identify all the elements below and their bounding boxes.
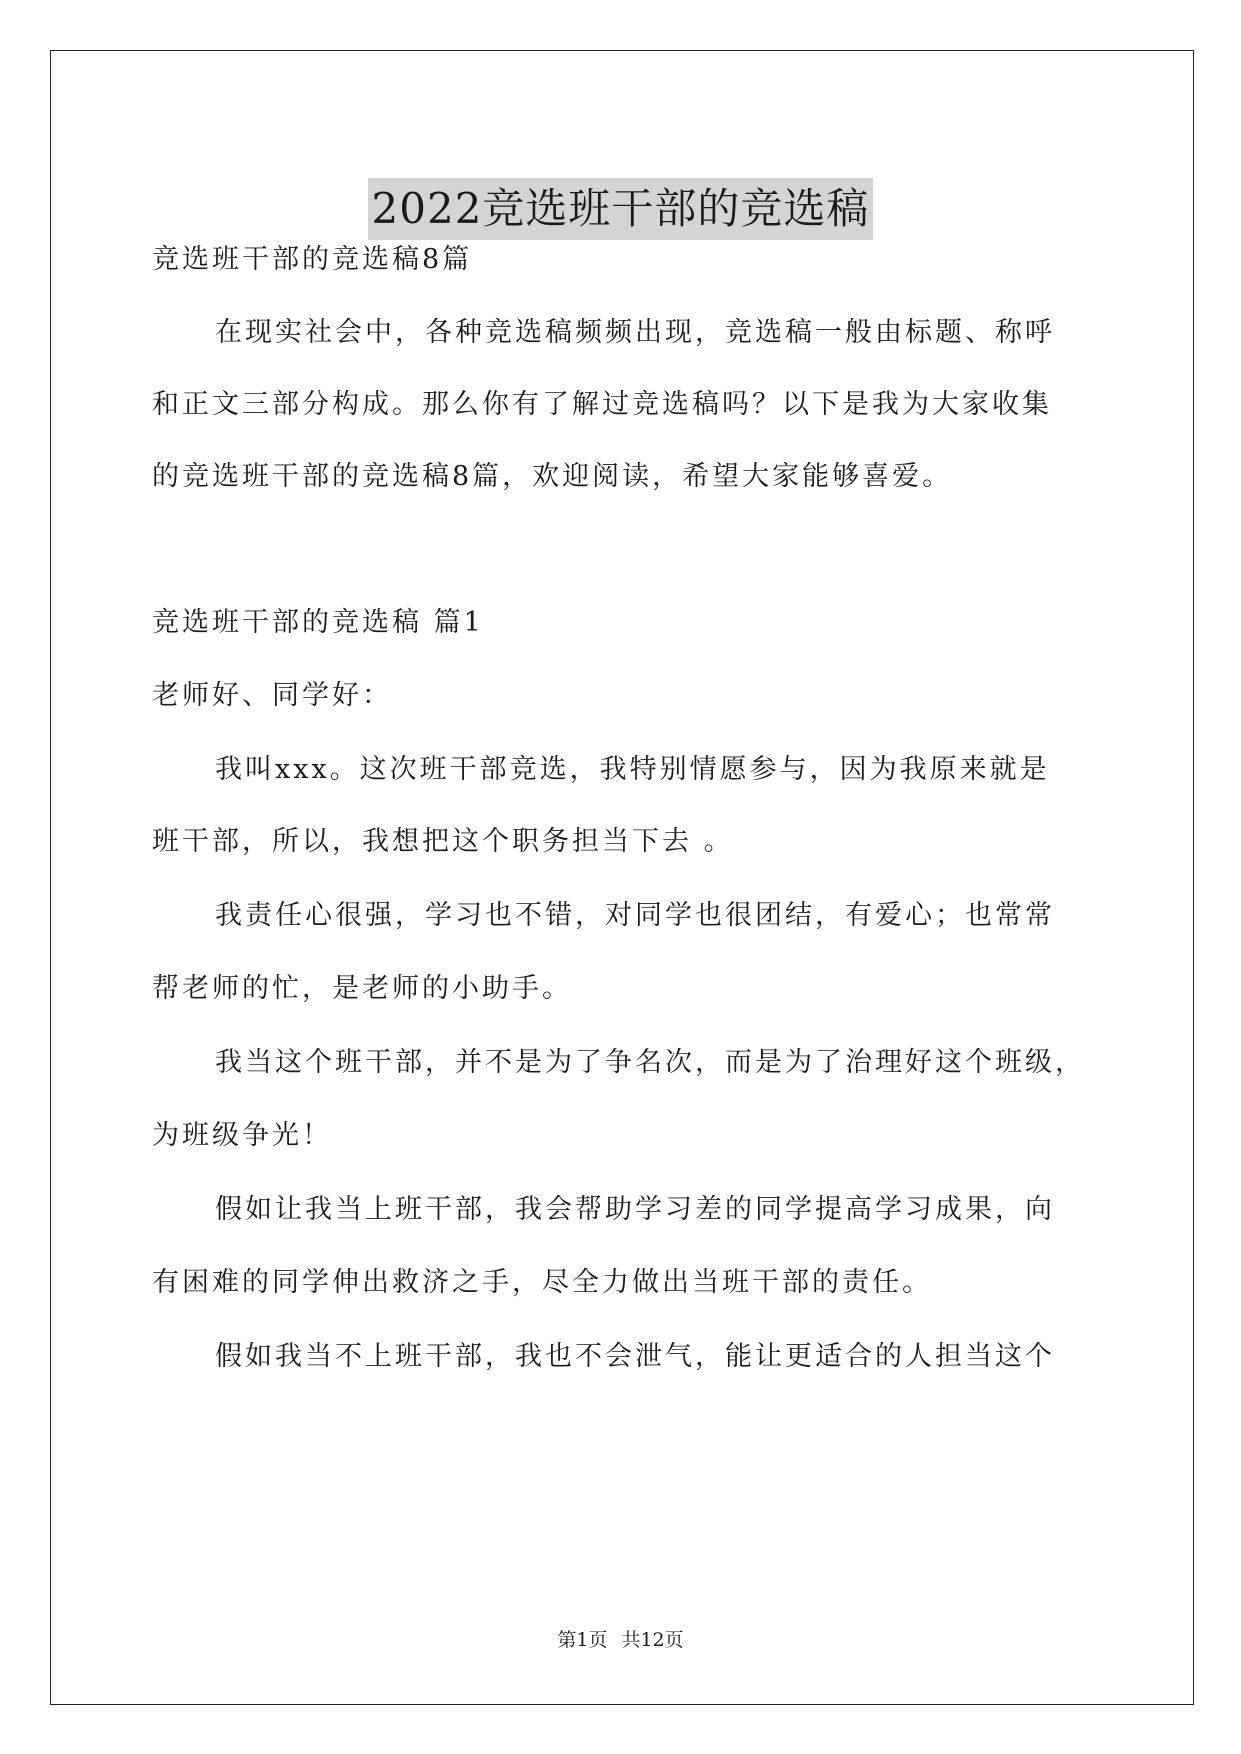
page-total: 共12页 [621,1629,684,1651]
paragraph-line: 我当这个班干部，并不是为了争名次，而是为了治理好这个班级， [215,1047,1085,1078]
paragraph-line: 为班级争光！ [152,1120,332,1151]
paragraph-line: 的竞选班干部的竞选稿8篇，欢迎阅读，希望大家能够喜爱。 [152,461,953,492]
paragraph-line: 假如让我当上班干部，我会帮助学习差的同学提高学习成果，向 [215,1194,1055,1225]
paragraph-line: 在现实社会中，各种竞选稿频频出现，竞选稿一般由标题、称呼 [215,317,1055,348]
page-footer [0,1628,1241,1652]
subtitle-line: 竞选班干部的竞选稿8篇 [152,244,473,275]
paragraph-line: 我叫xxx。这次班干部竞选，我特别情愿参与，因为我原来就是 [215,754,1050,785]
page-number: 第1页 [557,1629,608,1651]
page-border [50,50,1194,1705]
paragraph-line: 班干部，所以，我想把这个职务担当下去 。 [152,826,734,857]
paragraph-line: 帮老师的忙，是老师的小助手。 [152,973,572,1004]
paragraph-line: 和正文三部分构成。那么你有了解过竞选稿吗？以下是我为大家收集 [152,389,1052,420]
paragraph-line: 有困难的同学伸出救济之手，尽全力做出当班干部的责任。 [152,1267,932,1298]
greeting-line: 老师好、同学好： [152,680,392,711]
paragraph-line: 假如我当不上班干部，我也不会泄气，能让更适合的人担当这个 [215,1341,1055,1372]
paragraph-line: 我责任心很强，学习也不错，对同学也很团结，有爱心；也常常 [215,900,1055,931]
section-heading: 竞选班干部的竞选稿 篇1 [152,607,484,638]
document-title: 2022竞选班干部的竞选稿 [368,178,874,240]
